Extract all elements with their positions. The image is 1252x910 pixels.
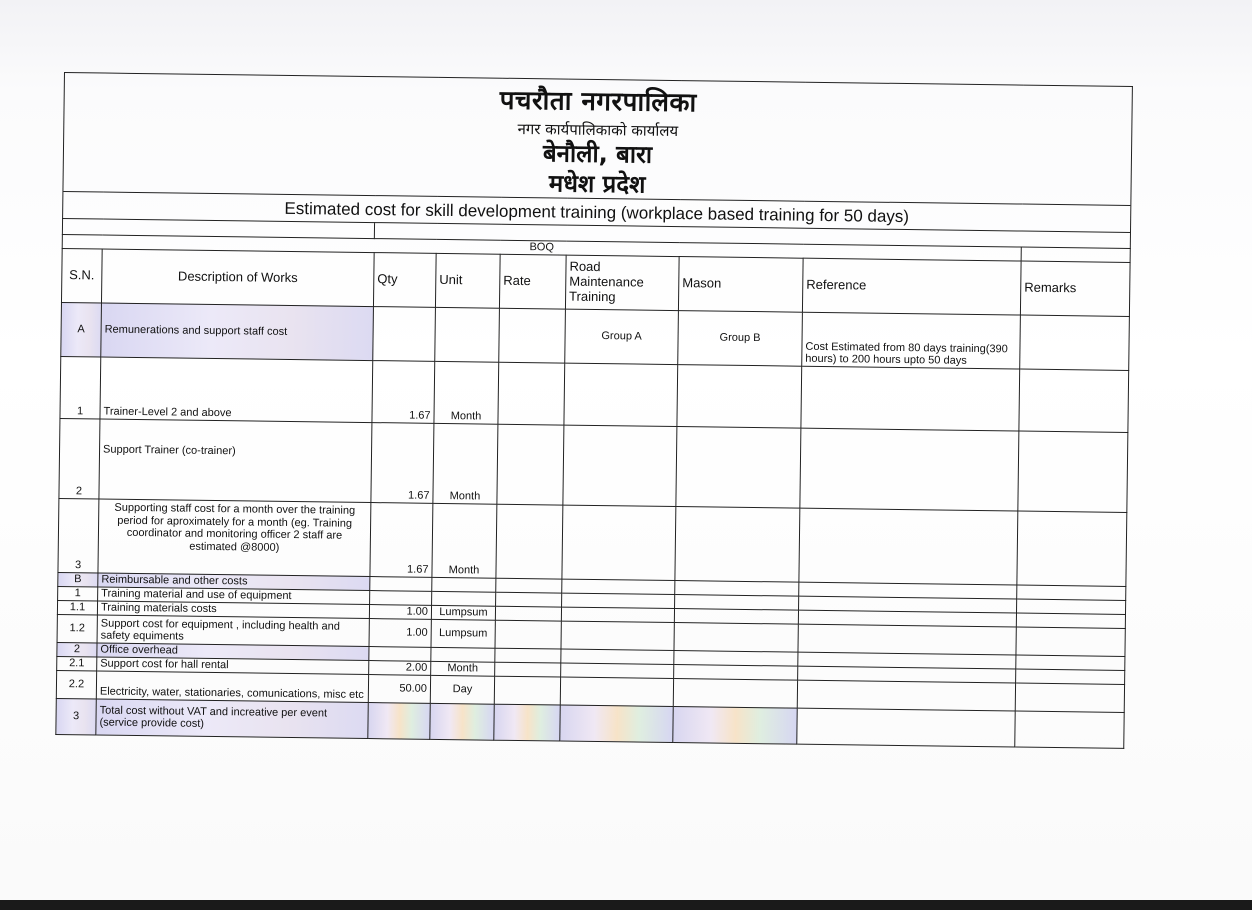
row-sn: 1 xyxy=(58,586,98,601)
cell xyxy=(799,508,1018,585)
cell xyxy=(673,706,797,744)
row-unit xyxy=(432,577,496,592)
cell xyxy=(496,504,563,579)
col-qty: Qty xyxy=(373,252,436,307)
col-road-maintenance: Road Maintenance Training xyxy=(565,255,679,310)
cell xyxy=(561,649,674,664)
cell xyxy=(1017,599,1126,614)
cell xyxy=(430,703,494,740)
cell xyxy=(1016,655,1125,670)
cell xyxy=(1016,627,1125,656)
cell xyxy=(498,362,565,425)
cell xyxy=(1019,369,1129,432)
boq-label: BOQ xyxy=(62,234,1021,261)
cell xyxy=(561,663,674,678)
row-qty: 50.00 xyxy=(368,674,430,703)
row-sn: 1.2 xyxy=(57,614,97,643)
row-qty: 1.67 xyxy=(372,360,435,423)
section-a-sn: A xyxy=(61,302,102,357)
cell xyxy=(562,505,676,580)
row-sn: 1.1 xyxy=(57,600,97,615)
header-row xyxy=(63,73,1133,206)
row-sn: 2.2 xyxy=(56,670,96,699)
row-desc: Support cost for hall rental xyxy=(97,657,369,675)
row-desc: Trainer-Level 2 and above xyxy=(100,357,373,423)
row-unit: Month xyxy=(434,361,499,424)
cell xyxy=(562,579,675,594)
cell xyxy=(1018,431,1128,512)
cell xyxy=(673,678,797,708)
cell xyxy=(675,506,800,582)
office-name: नगर कार्यपालिकाको कार्यालय xyxy=(517,119,679,140)
cell xyxy=(1016,669,1125,684)
cell xyxy=(800,428,1019,511)
col-reference: Reference xyxy=(802,258,1021,315)
cell xyxy=(1020,315,1130,370)
cell xyxy=(497,424,564,505)
province: मधेश प्रदेश xyxy=(548,169,646,199)
row-unit xyxy=(431,647,495,662)
cell xyxy=(564,363,678,426)
cell xyxy=(499,308,566,363)
cell xyxy=(674,622,798,652)
total-desc: Total cost without VAT and increative per event (service provide cost) xyxy=(96,699,368,739)
cell xyxy=(561,621,674,650)
letterhead xyxy=(63,73,1133,206)
cell xyxy=(798,624,1016,655)
cell xyxy=(496,578,562,593)
table-row xyxy=(59,418,1128,512)
row-desc: Training material and use of equipment xyxy=(98,587,370,605)
org-name: पचरौता नगरपालिका xyxy=(499,85,697,119)
page-title: Estimated cost for skill development training (workplace based training for 50 days) xyxy=(63,192,1131,233)
cell xyxy=(801,366,1020,431)
section-a-desc: Remunerations and support staff cost xyxy=(101,303,374,361)
cell xyxy=(1015,711,1125,748)
row-desc: Support cost for equipment , including health and safety equiments xyxy=(97,615,369,647)
cell xyxy=(495,648,561,663)
cell xyxy=(677,364,802,428)
boq-sheet xyxy=(55,72,1132,749)
row-qty: 1.67 xyxy=(370,502,433,577)
cell xyxy=(435,307,500,362)
row-desc: Training materials costs xyxy=(97,601,369,619)
row-unit: Month xyxy=(433,423,498,504)
row-unit: Month xyxy=(432,503,497,578)
row-qty: 1.00 xyxy=(369,604,431,619)
row-qty xyxy=(369,646,431,661)
cell xyxy=(496,592,562,607)
cell xyxy=(562,593,675,608)
cell xyxy=(561,607,674,622)
row-sn: 1 xyxy=(60,356,101,419)
row-desc: Supporting staff cost for a month over the training period for aproximately for a month (eg. Training coordinator and monitoring officer 2 staff are estimated @8000) xyxy=(98,499,371,577)
col-remarks: Remarks xyxy=(1020,261,1130,316)
row-qty: 1.00 xyxy=(369,618,431,647)
cell xyxy=(495,606,561,621)
col-unit: Unit xyxy=(435,253,500,308)
col-description: Description of Works xyxy=(101,249,374,307)
row-sn: 2 xyxy=(57,642,97,657)
cell xyxy=(495,662,561,677)
row-qty: 1.67 xyxy=(371,422,434,503)
cell xyxy=(373,306,436,361)
row-desc: Electricity, water, stationaries, comunications, misc etc xyxy=(96,671,368,703)
cell xyxy=(797,680,1015,711)
cell xyxy=(1017,511,1127,586)
cell xyxy=(563,425,677,506)
cell xyxy=(560,705,673,742)
row-qty: 2.00 xyxy=(369,660,431,675)
row-unit: Lumpsum xyxy=(431,619,495,648)
row-unit xyxy=(432,591,496,606)
row-qty xyxy=(370,576,432,591)
row-desc: Office overhead xyxy=(97,643,369,661)
row-sn: 2 xyxy=(59,418,100,499)
cell xyxy=(1015,683,1124,712)
blank-cell xyxy=(1021,247,1130,262)
row-sn: B xyxy=(58,572,98,587)
row-desc: Support Trainer (co-trainer) xyxy=(99,419,372,503)
cell xyxy=(797,708,1015,747)
cell xyxy=(494,676,560,705)
reference-note: Cost Estimated from 80 days training(390 hours) to 200 hours upto 50 days xyxy=(802,312,1021,369)
group-b-label: Group B xyxy=(678,310,803,366)
cell xyxy=(1017,585,1126,600)
row-qty xyxy=(370,590,432,605)
boq-table xyxy=(55,72,1133,749)
cell xyxy=(494,704,560,741)
row-unit: Month xyxy=(431,661,495,676)
cell xyxy=(368,702,430,739)
cell xyxy=(676,426,801,508)
row-unit: Lumpsum xyxy=(431,605,495,620)
total-sn: 3 xyxy=(56,698,96,735)
row-sn: 2.1 xyxy=(57,656,97,671)
table-row xyxy=(58,498,1127,586)
col-mason: Mason xyxy=(678,256,803,312)
row-unit: Day xyxy=(430,675,494,704)
scanner-edge xyxy=(0,900,1252,910)
row-desc: Reimbursable and other costs xyxy=(98,573,370,591)
cell xyxy=(560,677,673,706)
col-sn: S.N. xyxy=(61,248,102,303)
row-sn: 3 xyxy=(58,498,99,573)
group-a-label: Group A xyxy=(565,309,679,364)
location: बेनौली, बारा xyxy=(542,139,653,169)
col-rate: Rate xyxy=(499,254,566,309)
cell xyxy=(495,620,561,649)
cell xyxy=(1016,613,1125,628)
